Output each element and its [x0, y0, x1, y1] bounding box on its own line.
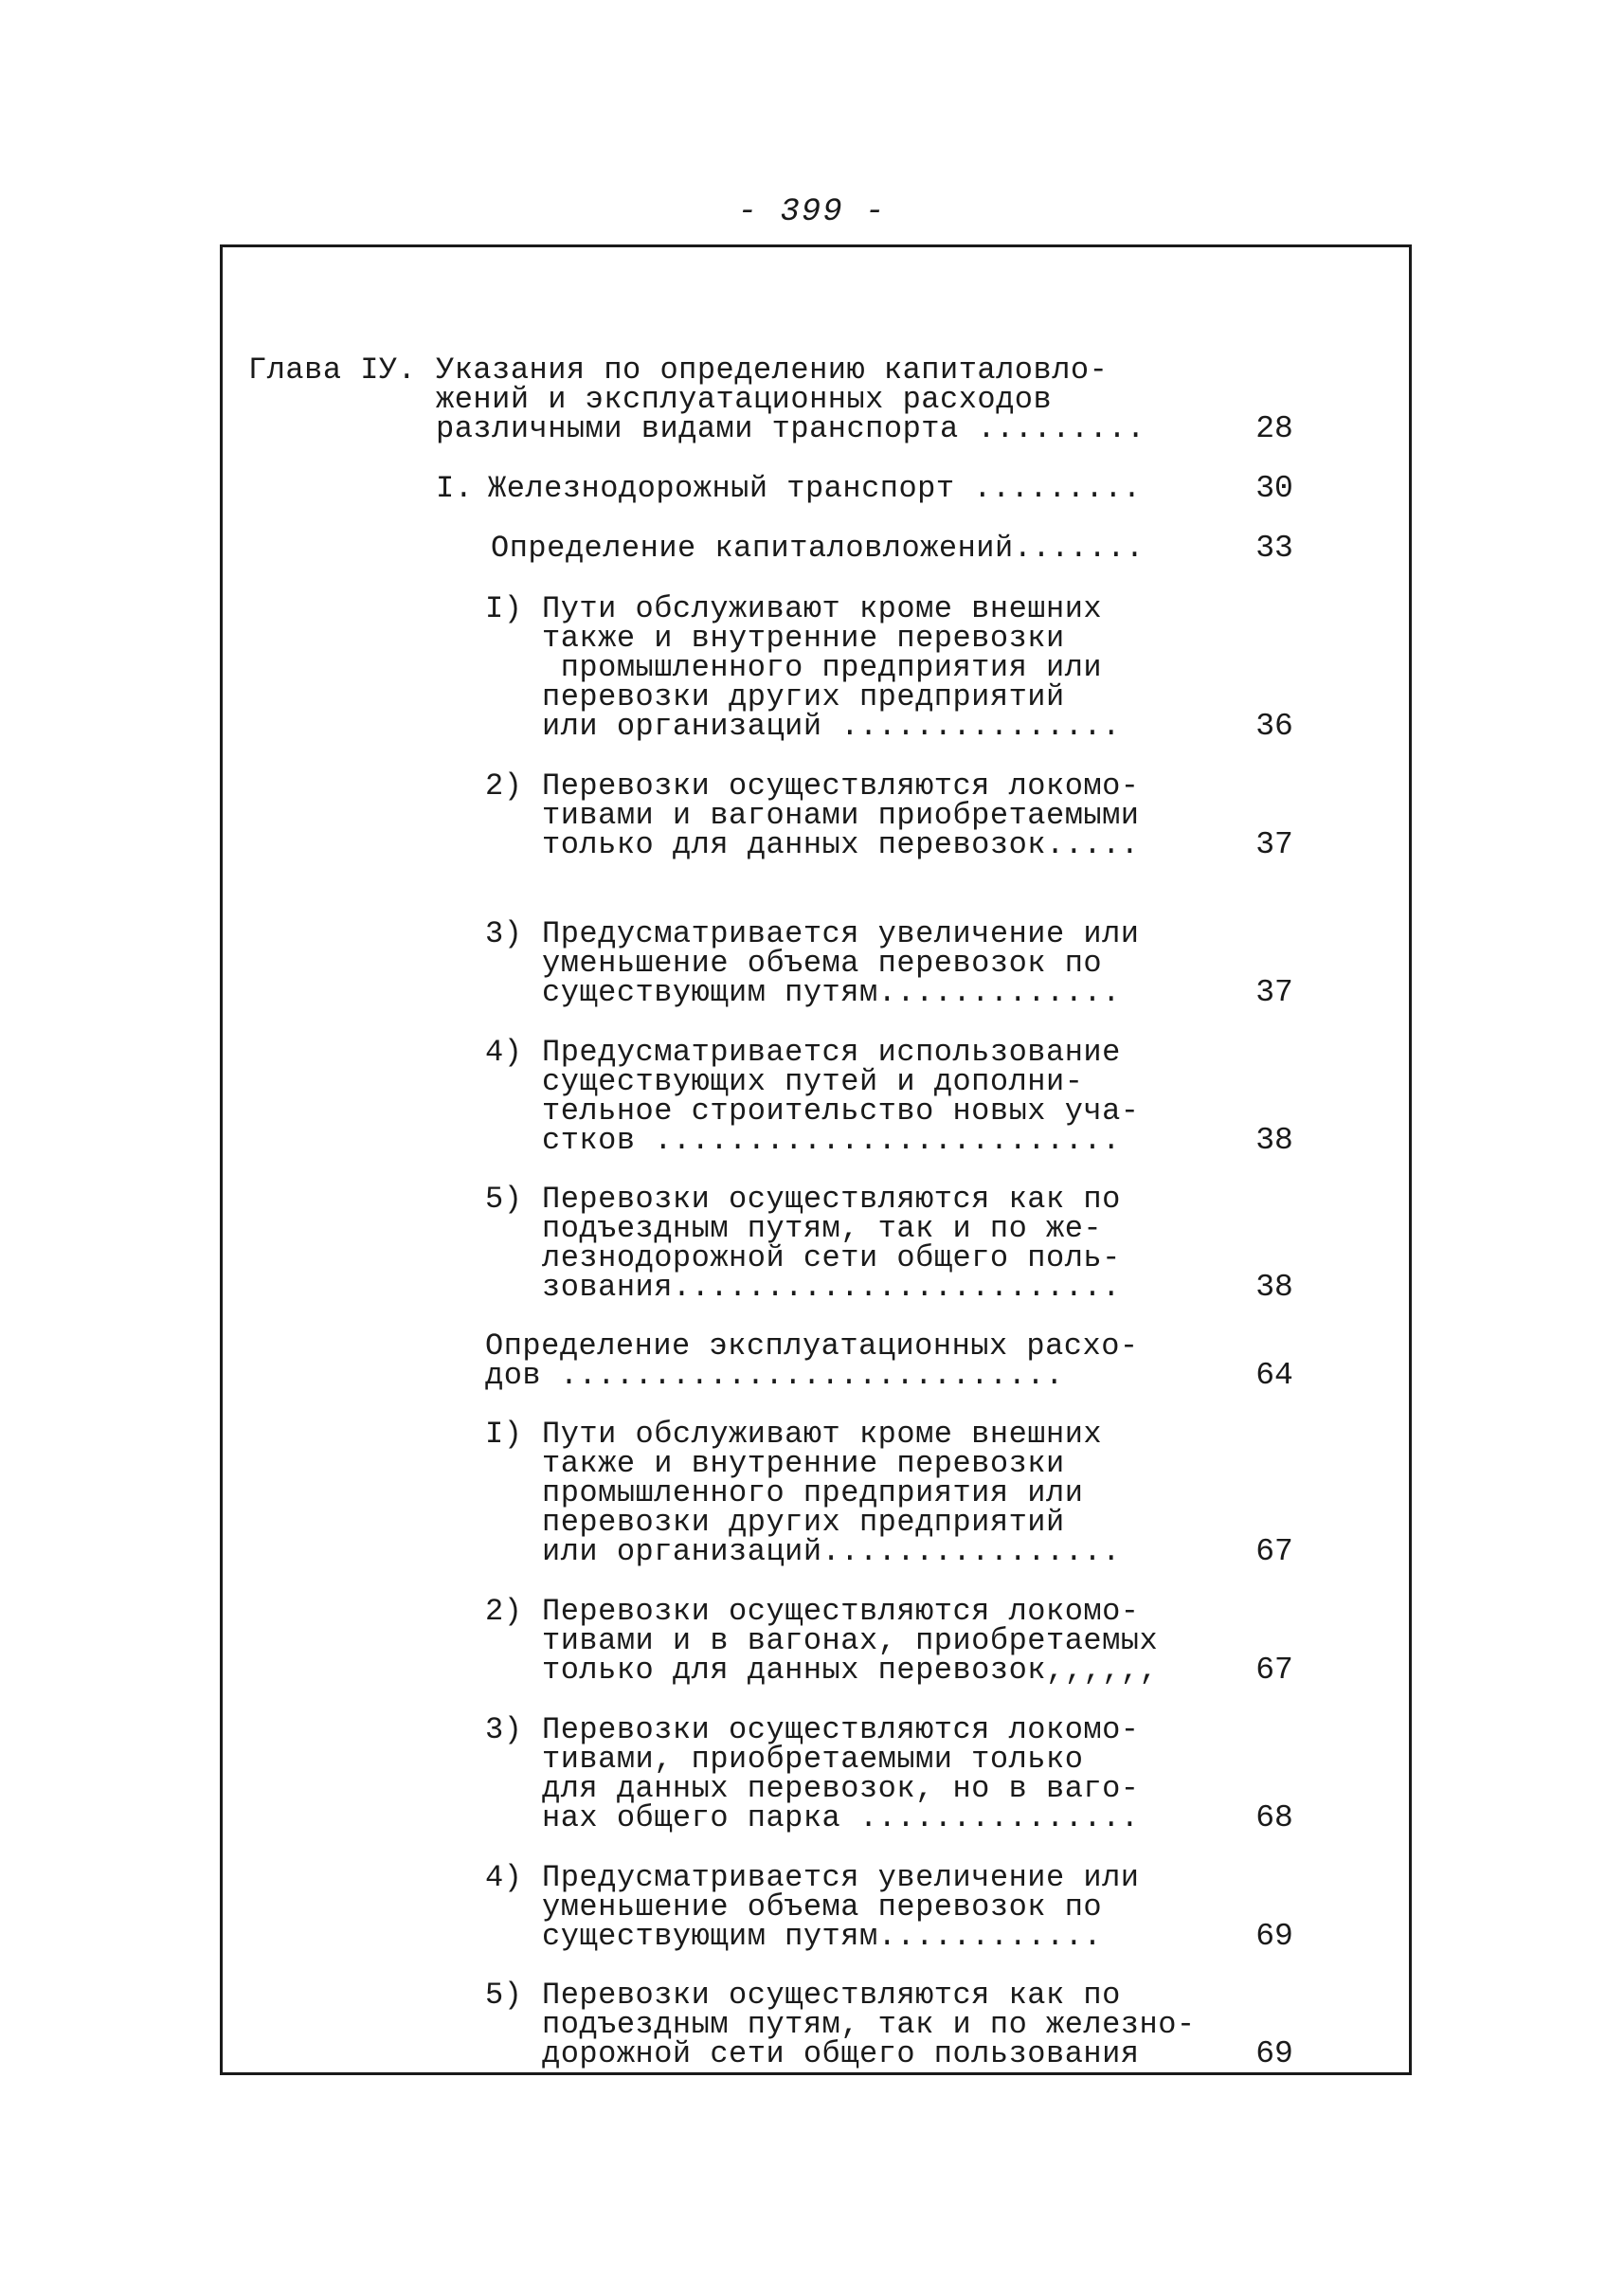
- item-page: 69: [1255, 1919, 1293, 1954]
- item-line: промышленного предприятия или: [542, 650, 1103, 685]
- item-line: лезнодорожной сети общего поль-: [542, 1240, 1121, 1275]
- item-number: 2): [485, 768, 523, 804]
- item-line: Пути обслуживают кроме внешних: [542, 591, 1103, 626]
- item-line: Перевозки осуществляются как по: [542, 1978, 1121, 2013]
- item-line: или организаций................: [542, 1534, 1121, 1569]
- item-line: Пути обслуживают кроме внешних: [542, 1417, 1103, 1452]
- page-number: - 399 -: [737, 194, 887, 230]
- section-title: Железнодорожный транспорт .........: [488, 471, 1142, 506]
- item-page: 69: [1255, 2036, 1293, 2071]
- item-page: 67: [1255, 1534, 1293, 1569]
- capital-heading: Определение капиталовложений.......: [491, 531, 1145, 566]
- item-page: 36: [1255, 709, 1293, 744]
- item-line: Предусматривается увеличение или: [542, 916, 1140, 951]
- item-line: промышленного предприятия или: [542, 1475, 1084, 1510]
- item-line: тивами, приобретаемыми только: [542, 1742, 1084, 1777]
- item-line: также и внутренние перевозки: [542, 1446, 1065, 1481]
- item-line: зования........................: [542, 1270, 1121, 1305]
- item-line: Перевозки осуществляются локомо-: [542, 768, 1140, 804]
- item-line: перевозки других предприятий: [542, 1505, 1065, 1540]
- item-number: 4): [485, 1035, 523, 1070]
- item-line: нах общего парка ...............: [542, 1800, 1140, 1835]
- chapter-title-line: различными видами транспорта .........: [436, 411, 1146, 446]
- item-number: I): [485, 1417, 523, 1452]
- item-number: 3): [485, 916, 523, 951]
- item-number: 5): [485, 1978, 523, 2013]
- item-page: 68: [1255, 1800, 1293, 1835]
- item-line: только для данных перевозок,,,,,,: [542, 1653, 1159, 1688]
- operating-page: 64: [1255, 1358, 1293, 1393]
- item-line: уменьшение объема перевозок по: [542, 946, 1103, 981]
- item-page: 38: [1255, 1123, 1293, 1158]
- item-line: дорожной сети общего пользования: [542, 2036, 1140, 2071]
- item-line: стков .........................: [542, 1123, 1121, 1158]
- item-line: тивами и вагонами приобретаемыми: [542, 798, 1140, 833]
- item-number: I): [485, 591, 523, 626]
- item-line: перевозки других предприятий: [542, 679, 1065, 714]
- section-page: 30: [1255, 471, 1293, 506]
- item-number: 2): [485, 1594, 523, 1629]
- item-line: также и внутренние перевозки: [542, 621, 1065, 656]
- item-number: 5): [485, 1182, 523, 1217]
- item-line: Перевозки осуществляются локомо-: [542, 1594, 1140, 1629]
- item-page: 37: [1255, 827, 1293, 862]
- item-line: Предусматривается увеличение или: [542, 1860, 1140, 1895]
- item-page: 67: [1255, 1653, 1293, 1688]
- item-line: существующих путей и дополни-: [542, 1064, 1084, 1099]
- item-line: подъездным путям, так и по железно-: [542, 2007, 1196, 2042]
- item-page: 38: [1255, 1270, 1293, 1305]
- item-line: уменьшение объема перевозок по: [542, 1889, 1103, 1925]
- item-line: только для данных перевозок.....: [542, 827, 1140, 862]
- chapter-page: 28: [1255, 411, 1293, 446]
- item-number: 3): [485, 1712, 523, 1747]
- item-line: тельное строительство новых уча-: [542, 1093, 1140, 1129]
- item-line: существующим путям.............: [542, 975, 1121, 1010]
- capital-page: 33: [1255, 531, 1293, 566]
- item-line: тивами и в вагонах, приобретаемых: [542, 1623, 1159, 1658]
- operating-heading-line: Определение эксплуатационных расхо-: [485, 1328, 1139, 1364]
- chapter-title-line: жений и эксплуатационных расходов: [436, 382, 1053, 417]
- item-line: Перевозки осуществляются локомо-: [542, 1712, 1140, 1747]
- chapter-title-line: Указания по определению капиталовло-: [436, 352, 1109, 388]
- item-line: Предусматривается использование: [542, 1035, 1121, 1070]
- section-label: I.: [436, 471, 474, 506]
- chapter-label: Глава IУ.: [248, 352, 417, 388]
- operating-heading-line: дов ...........................: [485, 1358, 1064, 1393]
- item-line: Перевозки осуществляются как по: [542, 1182, 1121, 1217]
- item-line: существующим путям............: [542, 1919, 1103, 1954]
- item-line: подъездным путям, так и по же-: [542, 1211, 1103, 1246]
- item-line: для данных перевозок, но в ваго-: [542, 1771, 1140, 1806]
- item-page: 37: [1255, 975, 1293, 1010]
- item-number: 4): [485, 1860, 523, 1895]
- item-line: или организаций ...............: [542, 709, 1121, 744]
